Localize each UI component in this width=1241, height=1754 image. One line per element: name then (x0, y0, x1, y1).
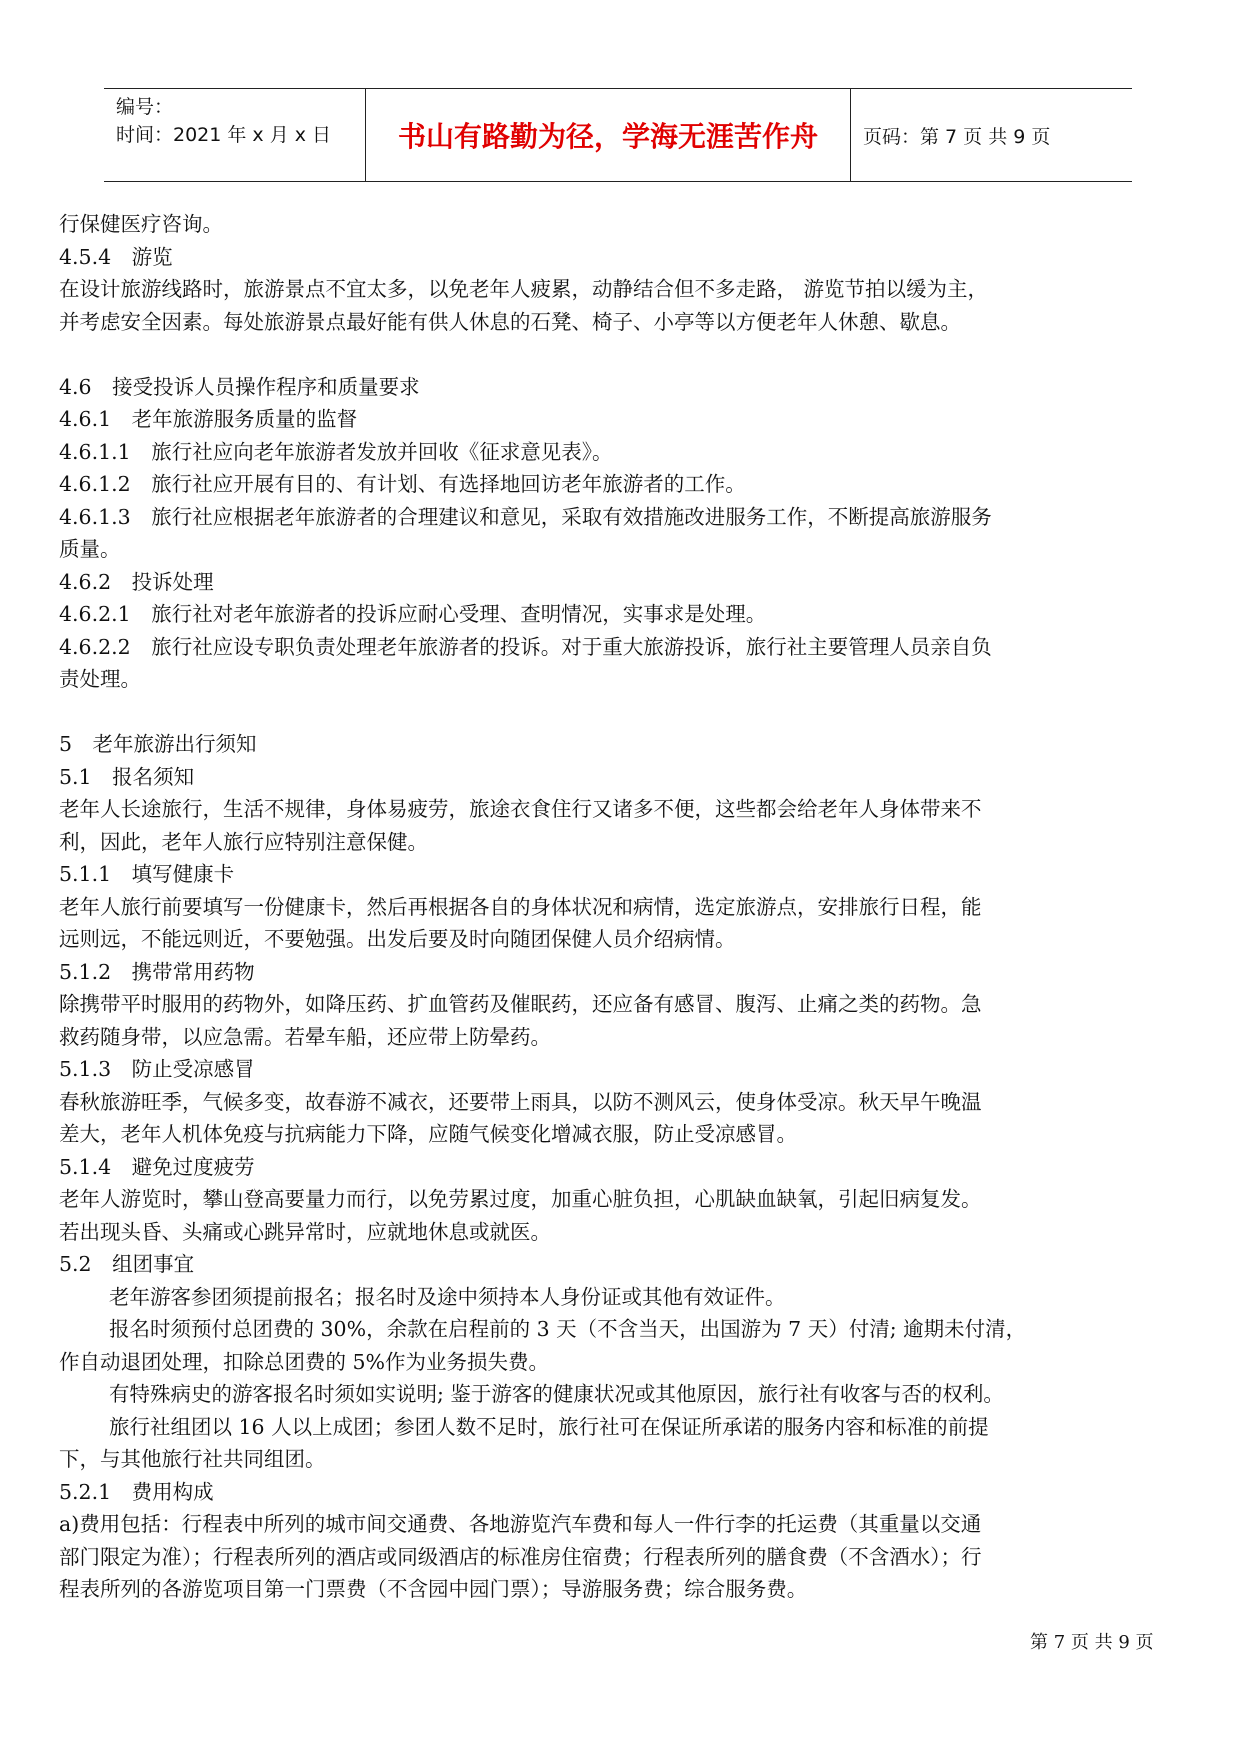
text-line: 责处理。 (59, 667, 141, 691)
text-line: 并考虑安全因素。每处旅游景点最好能有供人休息的石凳、椅子、小亭等以方便老年人休憩、歇息。 (59, 309, 961, 334)
text-line: 5.2.1 费用构成 (59, 1479, 214, 1504)
blank-line (59, 338, 1185, 371)
header-page-label: 页码：第 7 页 共 9 页 (863, 125, 1051, 148)
text-line: 远则远，不能远则近，不要勉强。出发后要及时向随团保健人员介绍病情。 (59, 927, 736, 951)
text-line: 5.1 报名须知 (59, 764, 195, 789)
text-line: 行保健医疗咨询。 (59, 212, 223, 236)
text-line: 4.6.2.2 旅行社应设专职负责处理老年旅游者的投诉。对于重大旅游投诉，旅行社主要管理人员亲自负 (59, 634, 992, 659)
text-line: 5.1.3 防止受凉感冒 (59, 1057, 255, 1081)
text-line: 旅行社组团以 16 人以上成团；参团人数不足时，旅行社可在保证所承诺的服务内容和标准的前提 (109, 1414, 989, 1439)
text-line: 部门限定为准）；行程表所列的酒店或同级酒店的标准房住宿费；行程表所列的膳食费（不含酒水）；行 (59, 1544, 982, 1569)
text-line: 除携带平时服用的药物外，如降压药、扩血管药及催眠药，还应备有感冒、腹泻、止痛之类的药物。急 (59, 992, 982, 1016)
header-motto: 书山有路勤为径，学海无涯苦作舟 (366, 89, 851, 181)
page-header (104, 88, 1132, 182)
text-line: 老年人长途旅行，生活不规律，身体易疲劳，旅途衣食住行又诸多不便，这些都会给老年人身体带来不 (59, 797, 982, 821)
text-line: 5.1.1 填写健康卡 (59, 862, 235, 886)
text-line: 4.5.4 游览 (59, 244, 173, 269)
text-line: a)费用包括：行程表中所列的城市间交通费、各地游览汽车费和每人一件行李的托运费（其重量以交通 (59, 1512, 982, 1536)
text-line: 老年游客参团须提前报名；报名时及途中须持本人身份证或其他有效证件。 (109, 1284, 786, 1309)
time-label: 时间：2021 年 x 月 x 日 (116, 124, 332, 146)
text-line: 春秋旅游旺季，气候多变，故春游不减衣，还要带上雨具，以防不测风云，使身体受凉。秋天早午晚温 (59, 1089, 982, 1114)
text-line: 报名时须预付总团费的 30%，余款在启程前的 3 天（不含当天，出国游为 7 天）付清; 逾期未付清， (109, 1317, 1027, 1341)
text-line: 5.1.4 避免过度疲劳 (59, 1154, 255, 1179)
text-line: 下，与其他旅行社共同组团。 (59, 1447, 326, 1471)
text-line: 5.2 组团事宜 (59, 1252, 195, 1276)
text-line: 5.1.2 携带常用药物 (59, 959, 255, 984)
text-line: 4.6.2.1 旅行社对老年旅游者的投诉应耐心受理、查明情况，实事求是处理。 (59, 602, 767, 626)
text-line: 4.6 接受投诉人员操作程序和质量要求 (59, 374, 420, 399)
text-line: 5 老年旅游出行须知 (59, 732, 257, 756)
text-line: 质量。 (59, 537, 121, 561)
text-line: 在设计旅游线路时，旅游景点不宜太多，以免老年人疲累，动静结合但不多走路， 游览节拍以缓为主， (59, 277, 989, 301)
header-meta (104, 89, 366, 181)
text-line: 作自动退团处理，扣除总团费的 5%作为业务损失费。 (59, 1349, 550, 1374)
page-footer: 第 7 页 共 9 页 (1030, 1632, 1154, 1653)
text-line: 4.6.1 老年旅游服务质量的监督 (59, 407, 358, 431)
text-line: 4.6.1.2 旅行社应开展有目的、有计划、有选择地回访老年旅游者的工作。 (59, 472, 746, 496)
document-body (59, 208, 1185, 1606)
number-label: 编号： (116, 96, 174, 118)
text-line: 4.6.2 投诉处理 (59, 569, 214, 594)
blank-line (59, 696, 1185, 729)
text-line: 有特殊病史的游客报名时须如实说明; 鉴于游客的健康状况或其他原因，旅行社有收客与否的权利。 (109, 1382, 1004, 1406)
text-line: 差大，老年人机体免疫与抗病能力下降，应随气候变化增减衣服，防止受凉感冒。 (59, 1122, 797, 1146)
text-line: 老年人游览时，攀山登高要量力而行，以免劳累过度，加重心脏负担，心肌缺血缺氧，引起旧病复发。 (59, 1187, 982, 1211)
text-line: 若出现头昏、头痛或心跳异常时，应就地休息或就医。 (59, 1219, 551, 1244)
text-line: 救药随身带，以应急需。若晕车船，还应带上防晕药。 (59, 1024, 551, 1049)
text-line: 4.6.1.1 旅行社应向老年旅游者发放并回收《征求意见表》。 (59, 439, 613, 464)
text-line: 4.6.1.3 旅行社应根据老年旅游者的合理建议和意见，采取有效措施改进服务工作，不断提高旅游服务 (59, 504, 992, 529)
text-line: 老年人旅行前要填写一份健康卡，然后再根据各自的身体状况和病情，选定旅游点，安排旅行日程，能 (59, 894, 982, 919)
text-line: 利，因此，老年人旅行应特别注意保健。 (59, 829, 428, 854)
text-line: 程表所列的各游览项目第一门票费（不含园中园门票）；导游服务费；综合服务费。 (59, 1577, 808, 1601)
